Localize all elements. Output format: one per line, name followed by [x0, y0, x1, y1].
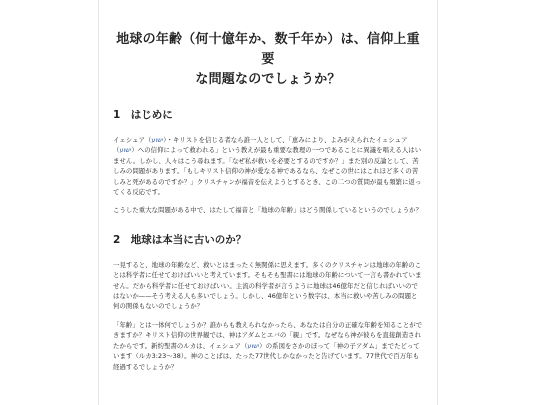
- paragraph-intro-2: こうした重大な問題がある中で、はたして福音と「地球の年齢」はどう関係しているというのでしょうか？: [113, 206, 423, 215]
- paragraph-text: 「年齢」とは一体何でしょうか？誰からも教えられなかったら、あなたは自分の正確な年齢を知ることができますか？キリスト信仰の世界観では、神はアダムとエバの「親」です。なぜなら神が彼らを直接創造されたからです。新約聖書のルカは、イェシュア（: [113, 320, 423, 350]
- hebrew-name: ישוע: [119, 146, 132, 155]
- paragraph-intro-1: [113, 135, 423, 197]
- section-heading-earth-age: 2 地球は本当に古いのか？: [113, 233, 247, 246]
- paragraph-text: イェシュア（: [113, 136, 152, 144]
- paragraph-earth-age-2: [113, 320, 423, 372]
- title-line-1: 地球の年齢（何十億年か、数千年か）は、信仰上重要: [116, 32, 420, 67]
- paragraph-text: ）の系図をさかのぼって「神の子アダム」までたどっています（ルカ3:23〜38）。神のことばは、たった77世代しかなかったと告げています。77世代で百万年も経過するでしょうか？: [113, 341, 420, 371]
- document-page: [98, 0, 438, 405]
- hebrew-name: ישוע: [247, 341, 260, 350]
- paragraph-text: ）・キリストを信じる者なら誰一人として、「恵みにより、よみがえられたイェシュア（: [113, 136, 408, 155]
- paragraph-text: ）への信仰によって救われる」という教えが最も重要な教理の一つであることに異議を唱える人はいません。しかし、人々はこう尋ねます。「なぜ私が救いを必要とするのですか？」また別の反論として、苦しみの問題があります。「もしキリスト信仰の神が愛なる神であるなら、なぜこの世にはこれほど多くの苦しみと死があるのですか？」クリスチャンが福音を伝えようとするとき、この二つの質問が最も頻繁に返ってくる反応です。: [113, 146, 422, 197]
- paragraph-earth-age-1: 一見すると、地球の年齢など、救いとはまったく無関係に思えます。多くのクリスチャンは地球の年齢のことは科学者に任せておけばいいと考えています。そもそも聖書には地球の年齢について一言も書かれていません。だから科学者に任せておけばいい。主流の科学者が言うように地球は46億年だと信じればいいのではないか——そう考える人も多いでしょう。しかし、46億年という数字は、本当に救いや苦しみの問題と何の関係もないのでしょうか？: [113, 260, 422, 311]
- hebrew-name: ישוע: [151, 136, 164, 144]
- page-title: [113, 30, 423, 90]
- section-heading-intro: 1 はじめに: [113, 109, 173, 121]
- title-line-2: な問題なのでしょうか？: [195, 72, 341, 87]
